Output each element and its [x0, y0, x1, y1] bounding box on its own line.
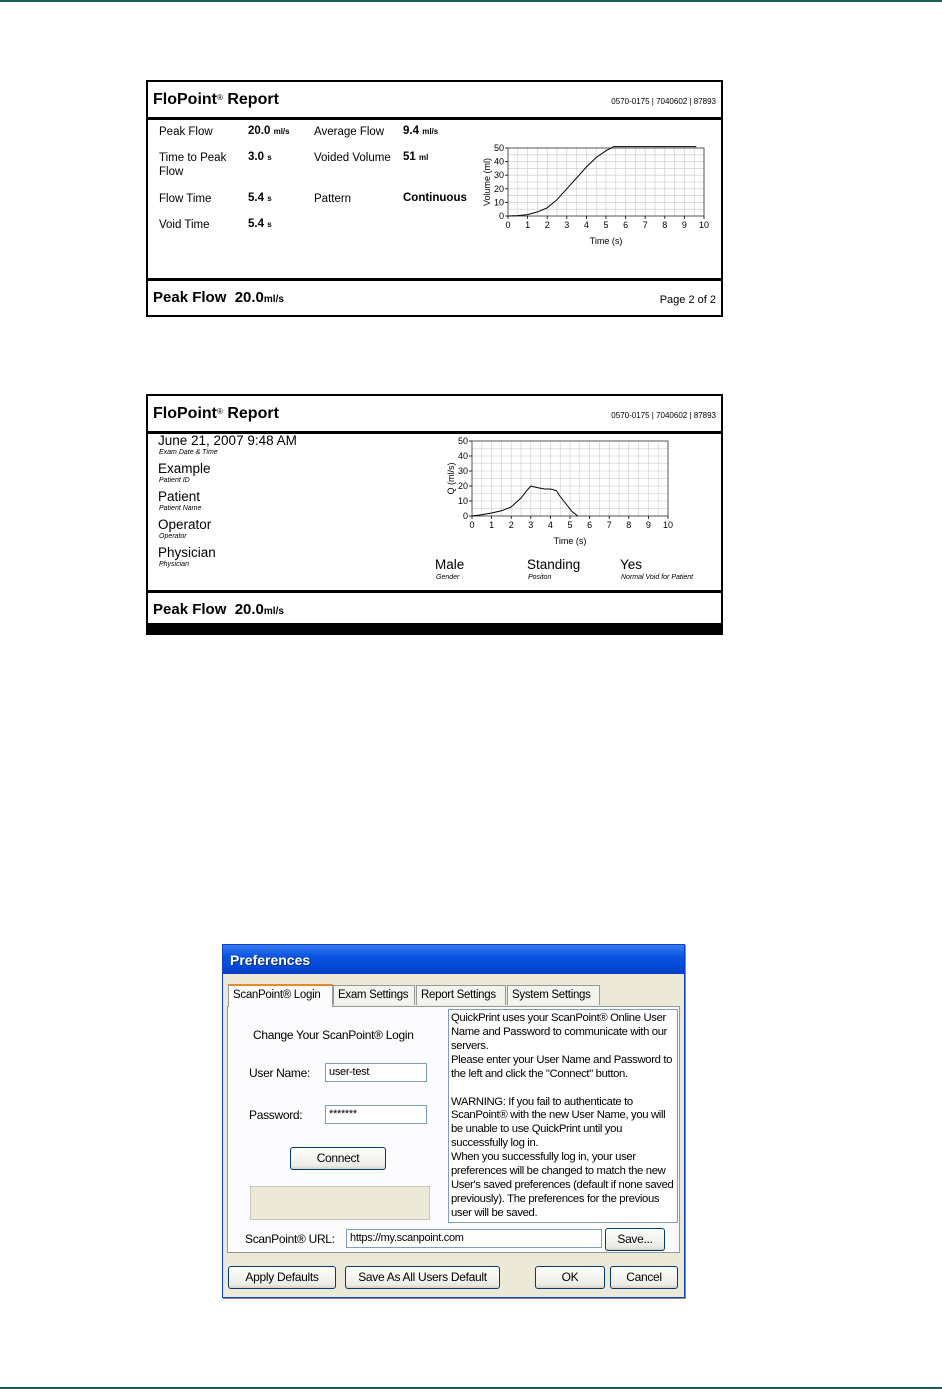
metric-value-flow-time: 5.4 s [248, 192, 272, 204]
y-tick-label: 20 [493, 183, 504, 194]
y-tick-label: 50 [493, 143, 504, 153]
login-tab-panel [227, 1006, 680, 1253]
x-tick-label: 8 [662, 220, 668, 230]
metric-label-time-to-peak: Time to Peak Flow [159, 152, 227, 178]
footer-peak-flow: Peak Flow 20.0ml/s [153, 289, 284, 306]
x-tick-label: 9 [645, 520, 651, 530]
series-line [508, 147, 696, 216]
registered-mark: ® [216, 407, 223, 416]
gender-caption: Gender [436, 574, 460, 581]
y-axis-label: Q (ml/s) [446, 462, 456, 495]
password-label: Password: [249, 1108, 303, 1122]
x-tick-label: 4 [583, 220, 589, 230]
top-rule [0, 0, 942, 2]
y-tick-label: 30 [493, 170, 504, 181]
x-axis-label: Time (s) [589, 236, 623, 246]
tab-scanpoint-login[interactable]: ScanPoint® Login [228, 984, 333, 1007]
report-code: 0570-0175 | 7040602 | 87893 [611, 97, 716, 106]
exam-date-value: June 21, 2007 9:48 AM [158, 433, 297, 448]
normal-void-caption: Normal Void for Patient [621, 574, 694, 581]
y-tick-label: 40 [457, 451, 468, 461]
y-tick-label: 10 [457, 496, 468, 506]
y-tick-label: 50 [457, 436, 468, 446]
volume-chart [466, 140, 716, 265]
physician-value: Physician [158, 545, 216, 560]
report-header [148, 396, 721, 434]
username-input[interactable]: user-test [325, 1063, 427, 1082]
save-as-all-users-default-button[interactable]: Save As All Users Default [345, 1266, 500, 1289]
metric-label-average-flow: Average Flow [314, 126, 385, 138]
url-label: ScanPoint® URL: [245, 1232, 335, 1246]
tab-exam-settings[interactable]: Exam Settings [333, 985, 415, 1005]
report-title-brand: FloPoint [153, 91, 217, 108]
metric-label-voided-volume: Voided Volume [314, 152, 391, 164]
report-page-2 [146, 80, 723, 317]
password-input[interactable]: ******* [325, 1105, 427, 1124]
y-tick-label: 20 [457, 481, 468, 491]
x-tick-label: 2 [508, 520, 514, 530]
metric-value-void-time: 5.4 s [248, 218, 272, 230]
metric-value-time-to-peak: 3.0 s [248, 151, 272, 163]
registered-mark: ® [216, 93, 223, 102]
info-paragraph [451, 1082, 675, 1096]
y-axis-label: Volume (ml) [482, 157, 492, 207]
info-paragraph: When you successfully log in, your user preferences will be changed to match the new User's saved preferences (default if none saved previously). The preferences for the previous user will be saved. [451, 1151, 674, 1219]
position-caption: Positon [528, 574, 552, 581]
y-tick-label: 0 [462, 511, 468, 521]
url-input[interactable]: https://my.scanpoint.com [346, 1229, 602, 1248]
info-paragraph: QuickPrint uses your ScanPoint® Online User Name and Password to communicate with our servers. [451, 1012, 668, 1052]
x-tick-label: 5 [567, 520, 573, 530]
preferences-dialog [222, 944, 685, 1298]
report-footer [148, 278, 721, 318]
x-tick-label: 2 [544, 220, 550, 230]
report-title-suffix: Report [227, 91, 279, 108]
metric-label-flow-time: Flow Time [159, 193, 212, 205]
status-box [250, 1186, 430, 1220]
patient-id-caption: Patient ID [159, 477, 190, 484]
x-tick-label: 0 [505, 220, 511, 230]
metric-label-peak-flow: Peak Flow [159, 126, 213, 138]
x-tick-label: 6 [587, 520, 593, 530]
x-tick-label: 4 [547, 520, 553, 530]
y-tick-label: 10 [493, 197, 504, 208]
x-tick-label: 1 [525, 220, 531, 230]
x-tick-label: 6 [623, 220, 629, 230]
metric-value-voided-volume: 51 ml [403, 151, 429, 163]
x-tick-label: 0 [469, 520, 475, 530]
operator-caption: Operator [159, 533, 187, 540]
info-paragraph: WARNING: If you fail to authenticate to ScanPoint® with the new User Name, you will be unable to use QuickPrint until you successfully log in. [451, 1095, 666, 1150]
dialog-title: Preferences [230, 952, 311, 968]
report-title [153, 405, 279, 423]
y-tick-label: 30 [457, 466, 468, 476]
report-title-brand: FloPoint [153, 405, 217, 422]
tab-report-settings[interactable]: Report Settings [416, 985, 506, 1005]
x-tick-label: 1 [489, 520, 495, 530]
x-tick-label: 5 [603, 220, 609, 230]
patient-name-value: Patient [158, 489, 201, 504]
x-tick-label: 9 [681, 220, 687, 230]
x-tick-label: 10 [662, 520, 674, 530]
report-page-1 [146, 394, 723, 635]
x-tick-label: 7 [642, 220, 648, 230]
y-tick-label: 40 [493, 156, 504, 167]
normal-void-value: Yes [620, 557, 643, 572]
cancel-button[interactable]: Cancel [610, 1266, 678, 1289]
report-title-suffix: Report [227, 405, 279, 422]
info-text-box[interactable] [448, 1009, 678, 1223]
x-tick-label: 7 [606, 520, 612, 530]
report-footer [148, 590, 721, 626]
metric-value-peak-flow: 20.0 ml/s [248, 125, 290, 137]
tab-system-settings[interactable]: System Settings [507, 985, 600, 1005]
report-code: 0570-0175 | 7040602 | 87893 [611, 411, 716, 420]
report-title [153, 91, 279, 109]
metric-value-average-flow: 9.4 ml/s [403, 125, 439, 137]
x-tick-label: 8 [626, 520, 632, 530]
footer-peak-flow: Peak Flow 20.0ml/s [153, 601, 284, 618]
report-header [148, 82, 721, 120]
username-label: User Name: [249, 1066, 311, 1080]
metric-value-pattern: Continuous [403, 192, 467, 204]
exam-date-caption: Exam Date & Time [159, 449, 218, 456]
info-paragraph: Please enter your User Name and Password to the left and click the "Connect" button. [451, 1053, 673, 1080]
page-indicator: Page 2 of 2 [659, 294, 716, 306]
login-heading: Change Your ScanPoint® Login [253, 1028, 414, 1042]
patient-name-caption: Patient Name [159, 505, 202, 512]
apply-defaults-button[interactable]: Apply Defaults [228, 1266, 336, 1289]
metric-label-void-time: Void Time [159, 219, 210, 231]
dialog-titlebar[interactable] [223, 945, 684, 974]
ok-button[interactable]: OK [535, 1266, 605, 1289]
connect-button[interactable]: Connect [290, 1147, 386, 1170]
x-tick-label: 10 [698, 220, 710, 230]
flow-rate-chart [430, 433, 680, 551]
save-url-button[interactable]: Save... [605, 1228, 665, 1251]
patient-id-value: Example [158, 461, 211, 476]
x-tick-label: 3 [564, 220, 570, 230]
position-value: Standing [527, 557, 581, 572]
y-tick-label: 0 [498, 211, 504, 221]
x-tick-label: 3 [528, 520, 534, 530]
gender-value: Male [435, 557, 465, 572]
physician-caption: Physician [159, 561, 189, 568]
operator-value: Operator [158, 517, 212, 532]
x-axis-label: Time (s) [553, 536, 587, 546]
metric-label-pattern: Pattern [314, 193, 352, 205]
